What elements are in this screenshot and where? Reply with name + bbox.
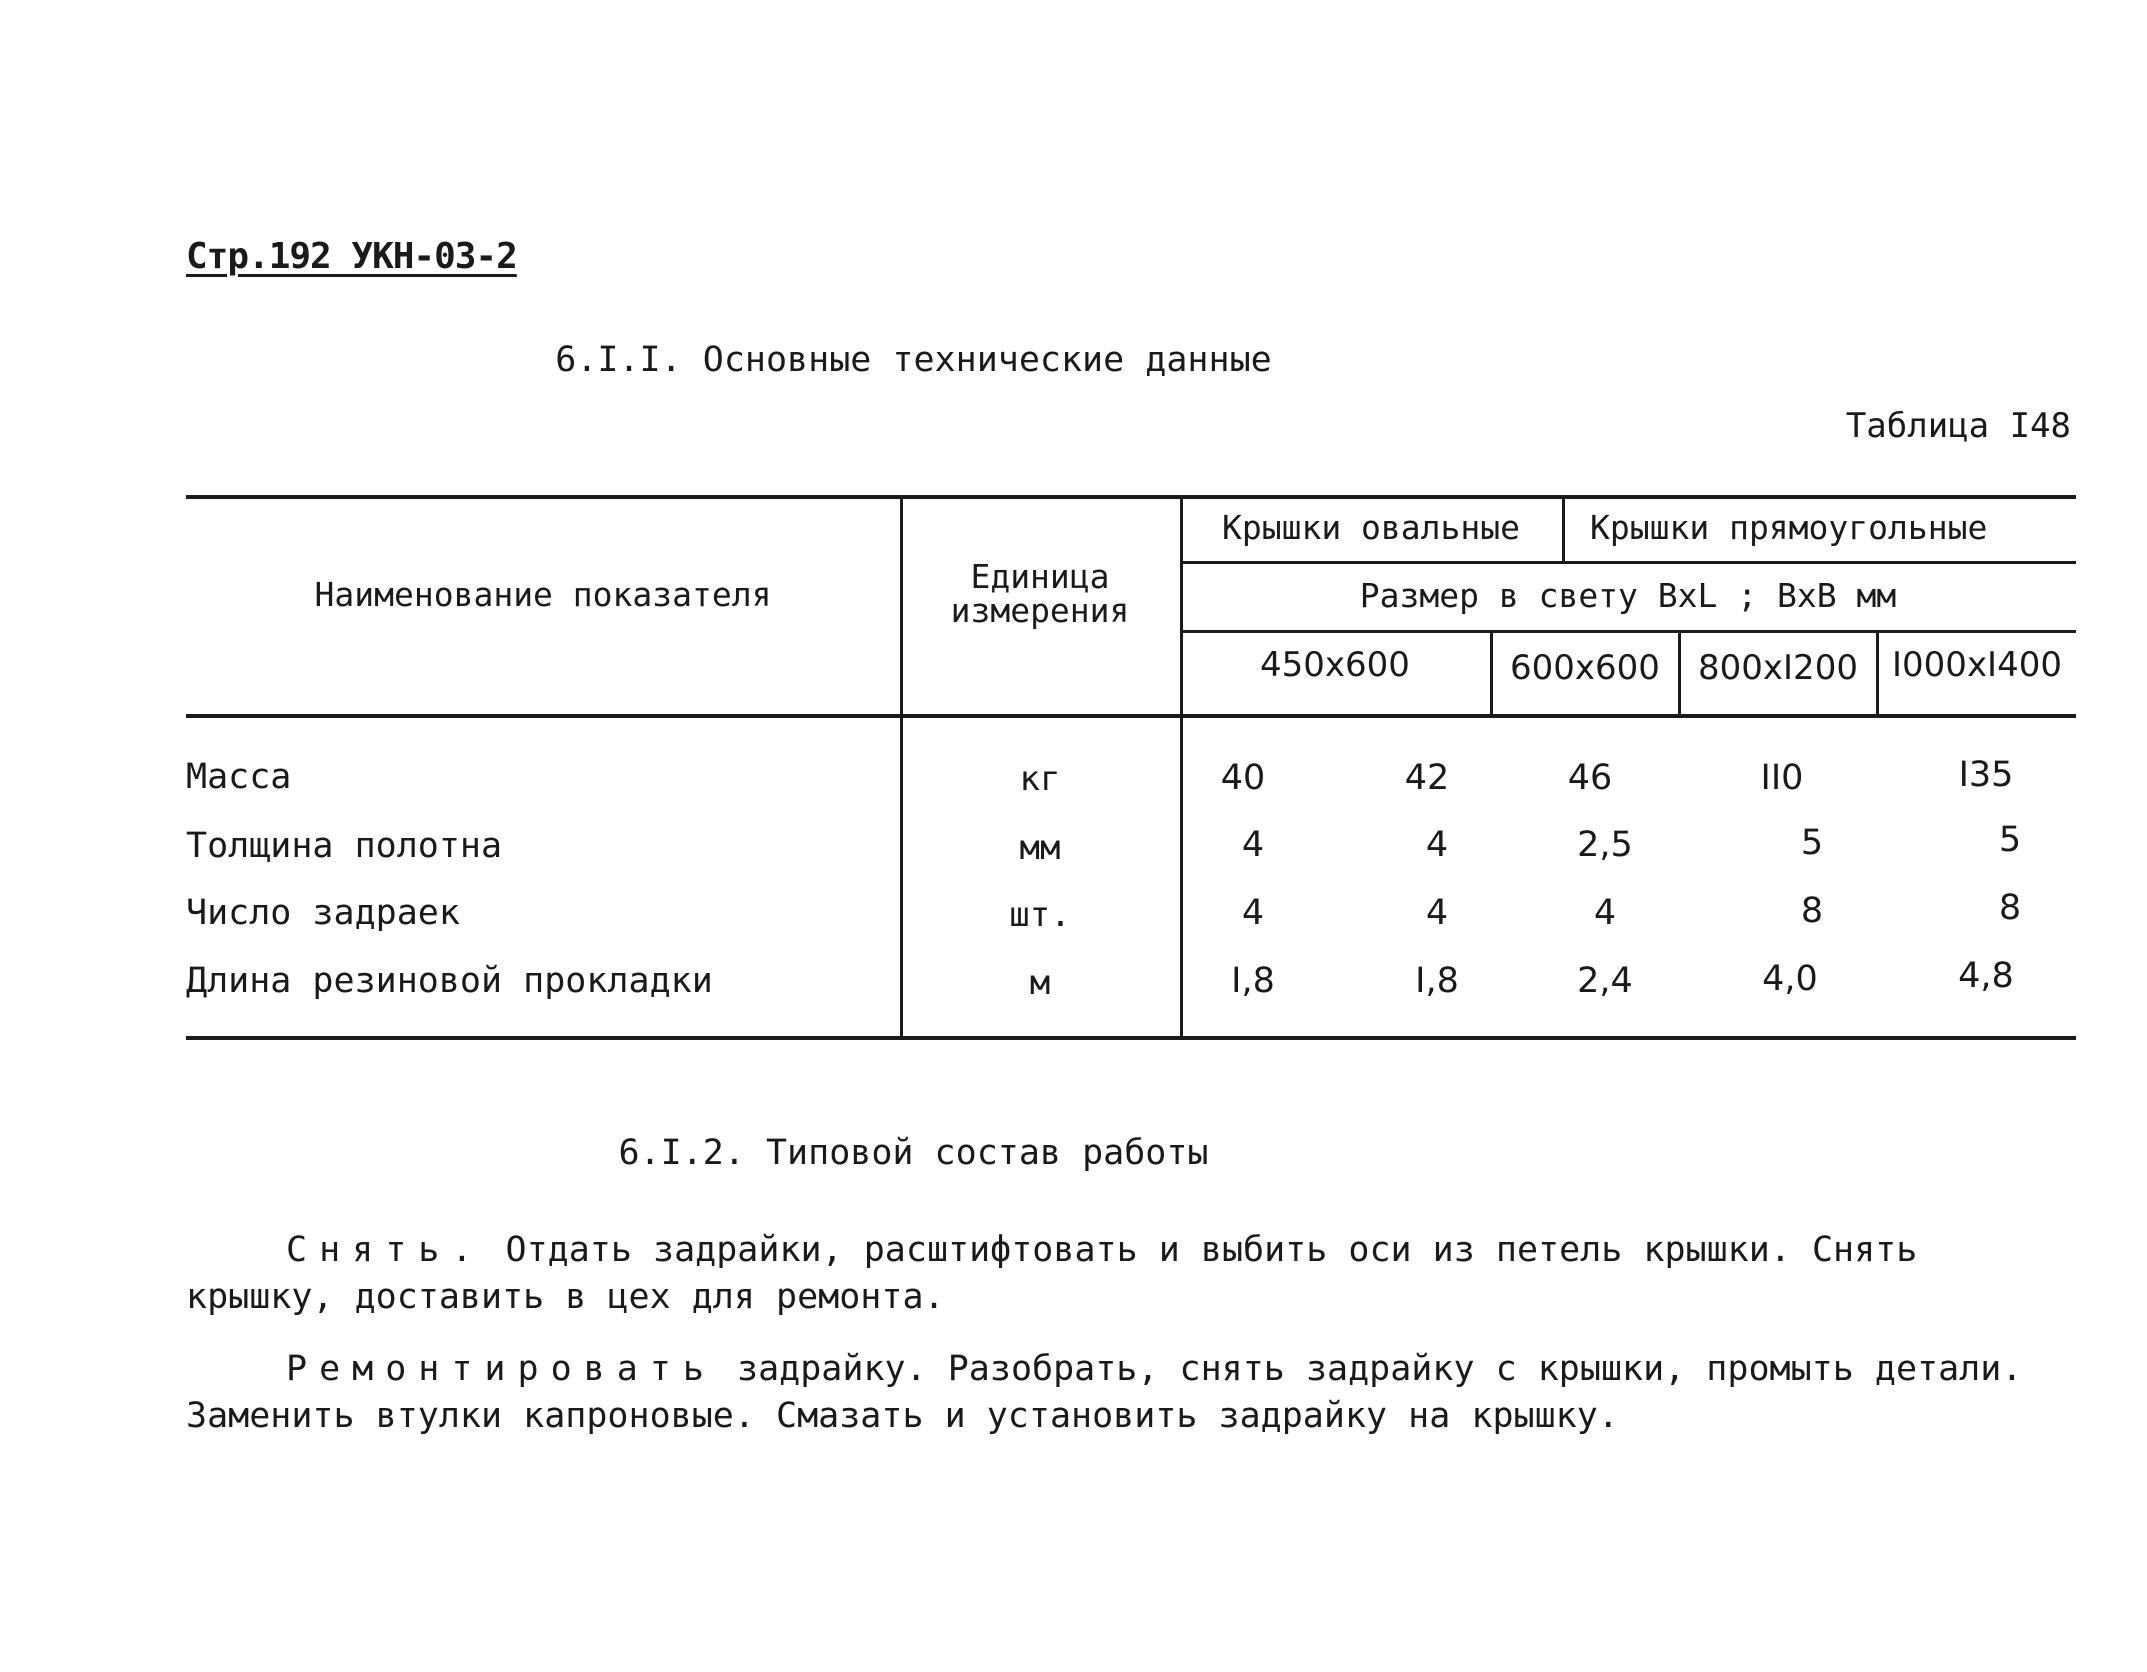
- row-label-mass: Масса: [186, 757, 292, 797]
- table-label: Таблица I48: [1845, 406, 2071, 446]
- header-group-oval: Крышки овальные: [1221, 508, 1520, 547]
- header-size-1000x1400: I000xI400: [1892, 645, 2062, 685]
- paragraph-repair: [186, 1346, 2066, 1440]
- size-divider-line: [1180, 630, 2076, 633]
- paragraph-remove-lead: Снять.: [286, 1230, 485, 1270]
- row-value: 4,0: [1762, 959, 1818, 999]
- row-value: I,8: [1231, 961, 1275, 1001]
- header-unit-line1: Единица: [970, 557, 1110, 596]
- row-value: 40: [1220, 758, 1266, 798]
- row-value: 8: [1800, 891, 1824, 931]
- paragraph-repair-lead: Ремонтировать: [286, 1349, 716, 1389]
- paragraph-remove: [186, 1227, 2066, 1321]
- header-unit-line2: измерения: [950, 591, 1130, 630]
- row-value: 2,4: [1577, 961, 1633, 1001]
- row-label-gasket-length: Длина резиновой прокладки: [186, 961, 713, 1001]
- row-value: 42: [1404, 758, 1450, 798]
- header-group-rect: Крышки прямоугольные: [1590, 508, 1988, 547]
- row-value: 46: [1567, 758, 1613, 798]
- header-unit: [900, 557, 1180, 630]
- row-value: I,8: [1415, 961, 1459, 1001]
- table-bottom-border: [186, 1036, 2076, 1040]
- paragraph-remove-text: Отдать задрайки, расштифтовать и выбить оси из петель крышки. Снять крышку, доставить в цех для ремонта.: [186, 1230, 1918, 1317]
- col-divider-oval-rect: [1562, 497, 1565, 563]
- row-label-thickness: Толщина полотна: [186, 826, 503, 866]
- row-value: II0: [1760, 758, 1804, 798]
- row-value: 4: [1593, 893, 1617, 933]
- table-top-border: [186, 495, 2076, 499]
- section-title-work-composition: 6.I.2. Типовой состав работы: [618, 1133, 1209, 1173]
- row-unit-thickness: мм: [1019, 828, 1061, 868]
- row-value: 4: [1425, 825, 1449, 865]
- header-indicator-name: Наименование показателя: [314, 575, 772, 614]
- header-size-800x1200: 800xI200: [1698, 648, 1858, 688]
- row-value: 2,5: [1577, 825, 1633, 865]
- row-unit-gasket-length: м: [1029, 963, 1051, 1003]
- header-size-600x600: 600x600: [1510, 648, 1660, 688]
- row-value: I35: [1958, 755, 2014, 795]
- row-unit-mass: кг: [1019, 759, 1061, 799]
- paragraph-repair-text: задрайку. Разобрать, снять задрайку с крышки, промыть детали. Заменить втулки капроновые. Смазать и установить задрайку на крышку.: [186, 1349, 2023, 1436]
- row-value: 5: [1998, 820, 2022, 860]
- row-value: 4: [1425, 893, 1449, 933]
- header-size-caption: Размер в свету BxL ; BxB мм: [1359, 576, 1897, 615]
- section-title-technical-data: 6.I.I. Основные технические данные: [555, 340, 1272, 380]
- row-unit-clamps: шт.: [1009, 895, 1071, 935]
- row-value: 4,8: [1958, 956, 2014, 996]
- row-label-clamps: Число задраек: [186, 893, 460, 933]
- header-bottom-border: [186, 714, 2076, 718]
- row-value: 8: [1998, 888, 2022, 928]
- row-value: 4: [1241, 825, 1265, 865]
- group-divider-line: [1180, 561, 2076, 564]
- row-value: 4: [1241, 893, 1265, 933]
- page-header: Стр.192 УКН-03-2: [186, 236, 517, 277]
- row-value: 5: [1800, 823, 1824, 863]
- header-size-450x600: 450x600: [1260, 645, 1410, 685]
